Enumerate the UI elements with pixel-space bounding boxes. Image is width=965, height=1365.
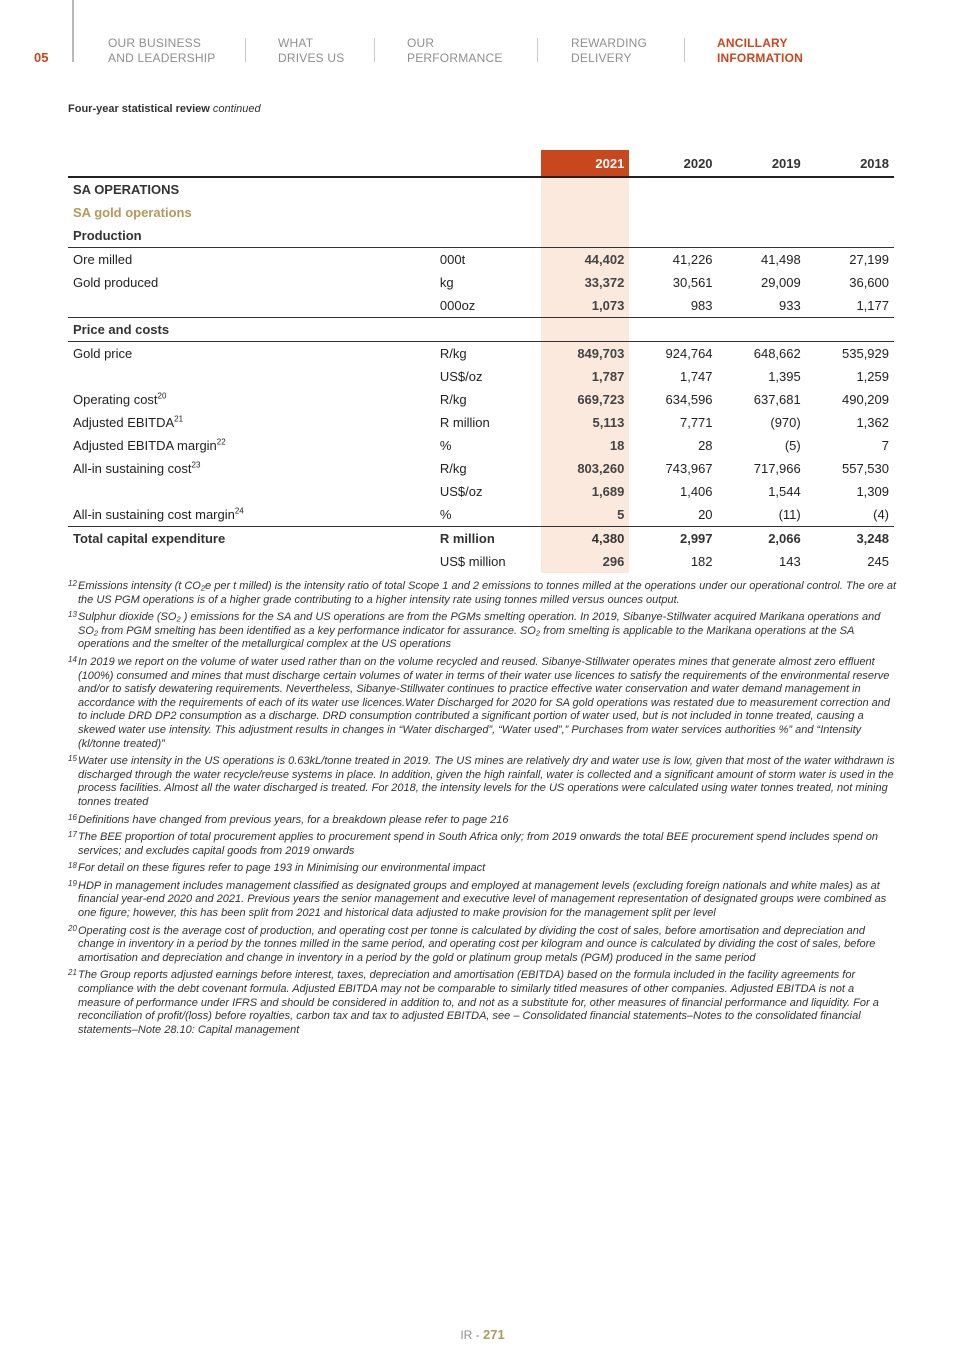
value-2018: (4) <box>806 503 894 527</box>
row-unit: US$ million <box>439 554 506 569</box>
value-2020: 743,967 <box>665 461 713 476</box>
footnote-reference: 21 <box>174 414 184 424</box>
value-2018: 1,259 <box>856 369 889 384</box>
footnotes <box>68 580 896 1041</box>
value-2018: 1,177 <box>806 294 894 318</box>
section-title <box>68 103 261 115</box>
row-label <box>68 388 435 411</box>
nav-separator <box>374 38 375 62</box>
row-label <box>68 294 435 318</box>
table-row <box>68 224 894 248</box>
footer-prefix: IR - <box>460 1328 483 1342</box>
value-2021: 33,372 <box>541 271 629 294</box>
nav-label-line1: ANCILLARY <box>717 36 788 50</box>
page-footer <box>0 1327 965 1342</box>
row-label-text: Adjusted EBITDA margin <box>73 438 217 453</box>
row-label-text: Production <box>73 228 142 243</box>
table-row <box>68 527 894 551</box>
table-row <box>68 434 894 457</box>
value-2021: 803,260 <box>541 457 629 480</box>
value-2018 <box>806 224 894 248</box>
nav-label-line1: OUR <box>407 36 435 50</box>
nav-label-line2: PERFORMANCE <box>407 51 503 65</box>
row-unit: US$/oz <box>439 369 483 384</box>
header-unit-cell <box>435 150 541 177</box>
nav-ancillary-information[interactable] <box>717 36 803 66</box>
row-label <box>68 177 435 201</box>
header-label-cell <box>68 150 435 177</box>
nav-rewarding-delivery[interactable] <box>571 36 647 66</box>
section-title-main: Four-year statistical review <box>68 103 210 115</box>
nav-label-line2: DELIVERY <box>571 51 632 65</box>
value-2019: (5) <box>784 438 801 453</box>
value-2018: 535,929 <box>842 346 889 361</box>
footnote-text: For detail on these figures refer to page 193 in Minimising our environmental impact <box>78 862 486 875</box>
row-unit: R million <box>439 531 495 546</box>
nav-our-business[interactable] <box>108 36 216 66</box>
footnote-text: Sulphur dioxide (SO₂ ) emissions for the SA and US operations are from the PGMs smelting operation. In 2019, Sibanye-Stillwater acquired Marikana operations and SO₂ from PGM smelting has been identified as a key performance indicator for assurance. SO₂ from smelting is applicable to the Marikana operations at the SA operations and the smelter of the metallurgical complex at the US operations <box>78 611 881 651</box>
value-2021 <box>541 224 629 248</box>
value-2019: 933 <box>718 294 806 318</box>
value-2020 <box>629 318 717 342</box>
table-row <box>68 388 894 411</box>
nav-divider-line <box>72 0 74 62</box>
row-label-text: All-in sustaining cost <box>73 461 192 476</box>
row-label-text: Total capital expenditure <box>73 531 226 546</box>
value-2019: 717,966 <box>753 461 801 476</box>
value-2021: 1,073 <box>541 294 629 318</box>
section-title-suffix: continued <box>212 103 261 115</box>
footer-page-number: 271 <box>482 1327 505 1342</box>
table-row <box>68 550 894 573</box>
row-unit: R million <box>439 415 490 430</box>
value-2020: 28 <box>698 438 713 453</box>
row-unit: R/kg <box>439 392 467 407</box>
nav-label-line1: OUR BUSINESS <box>108 36 202 50</box>
value-2018: 3,248 <box>856 531 889 546</box>
footnote-item <box>68 755 896 809</box>
value-2018 <box>806 177 894 201</box>
row-unit: US$/oz <box>439 484 483 499</box>
table-row <box>68 201 894 224</box>
value-2018: 1,309 <box>856 484 889 499</box>
row-unit: 000t <box>439 252 466 267</box>
footnote-item <box>68 831 896 858</box>
value-2019: 1,395 <box>768 369 801 384</box>
value-2020 <box>629 224 717 248</box>
row-unit: kg <box>439 275 454 290</box>
value-2018 <box>806 318 894 342</box>
table-row <box>68 342 894 366</box>
value-2018: 27,199 <box>849 252 889 267</box>
value-2019: 29,009 <box>760 275 801 290</box>
row-label-text: Ore milled <box>73 252 133 267</box>
value-2019: (970) <box>770 415 801 430</box>
row-unit <box>435 201 541 224</box>
value-2020 <box>629 177 717 201</box>
footnote-number: 18 <box>68 861 77 871</box>
value-2019: 1,544 <box>768 484 801 499</box>
nav-what-drives-us[interactable] <box>278 36 344 66</box>
row-unit: % <box>439 438 452 453</box>
row-label <box>68 550 435 573</box>
footnote-item <box>68 814 896 828</box>
row-label <box>68 342 435 366</box>
statistics-table <box>68 150 894 573</box>
footnote-text: Operating cost is the average cost of production, and operating cost per tonne is calculated by dividing the cost of sales, before amortisation and depreciation and change in inventory in a period by the tonnes milled in the same period, and operating cost per kilogram and ounce is calculated by dividing the cost of sales, before amortisation and depreciation and change in inventory in a period by the gold or platinum group metals (PGM) produced in the same period <box>78 924 876 964</box>
value-2018: 245 <box>867 554 889 569</box>
table-row <box>68 457 894 480</box>
table-row <box>68 177 894 201</box>
footnote-text: HDP in management includes management classified as designated groups and employed at management levels (excluding foreign nationals and white males) as at financial year-end 2020 and 2021. Previous years the senior management and executive level of management representation of designated groups were combined as one figure; however, this has been split from 2021 and historical data adjusted to make provision for the management split per level <box>78 879 887 920</box>
value-2018 <box>806 201 894 224</box>
footnote-text: The BEE proportion of total procurement applies to procurement spend in South Africa only; from 2019 onwards the total BEE procurement spend includes spend on services; and excludes capital goods from 2019 onwards <box>78 831 878 857</box>
value-2021: 669,723 <box>541 388 629 411</box>
value-2019 <box>718 201 806 224</box>
value-2021: 18 <box>541 434 629 457</box>
value-2019 <box>718 318 806 342</box>
value-2019 <box>718 224 806 248</box>
footnote-number: 12 <box>68 579 77 588</box>
row-label-text: Gold price <box>73 346 133 361</box>
footnote-number: 14 <box>68 654 77 664</box>
row-label-text: Price and costs <box>73 322 170 337</box>
value-2021: 849,703 <box>541 342 629 366</box>
value-2019: 143 <box>779 554 801 569</box>
table-row <box>68 365 894 388</box>
row-unit: % <box>435 503 541 527</box>
value-2021: 4,380 <box>541 527 629 551</box>
table-row <box>68 271 894 294</box>
nav-separator <box>245 38 246 62</box>
footnote-number: 16 <box>68 812 77 822</box>
value-2019: 637,681 <box>753 392 801 407</box>
row-label <box>68 480 435 503</box>
row-label-text: Operating cost <box>73 392 158 407</box>
nav-our-performance[interactable] <box>407 36 503 66</box>
value-2020: 1,747 <box>679 369 713 384</box>
row-unit: R/kg <box>439 461 467 476</box>
footnote-number: 20 <box>68 923 77 933</box>
footnote-text: Water use intensity in the US operations is 0.63kL/tonne treated in 2019. The US mines are relatively dry and water use is low, given that most of the water withdrawn is discharged through the water recycle/reuse systems in place. In addition, given the high rainfall, water is collected and a significant amount of storm water is used in the process facilities. Almost all the water discharged is treated. For 2018, the intensity levels for the US operations were calculated using water tonnes treated, not mining tonnes treated <box>78 755 895 808</box>
footnote-text: Emissions intensity (t CO₂e per t milled) is the intensity ratio of total Scope 1 and 2 emissions to tonnes milled at the operations under our operational control. The ore at the US PGM operations is of a higher grade contributing to a higher intensity rate using tonnes milled versus ounces output. <box>78 580 897 606</box>
row-unit: 000oz <box>435 294 541 318</box>
value-2020: 182 <box>690 554 713 569</box>
year-header-2020: 2020 <box>629 150 717 177</box>
footnote-item <box>68 862 896 876</box>
nav-label-line2: INFORMATION <box>717 51 803 65</box>
value-2018: 490,209 <box>842 392 889 407</box>
nav-separator <box>537 38 538 62</box>
value-2021: 5 <box>541 503 629 527</box>
value-2018: 7 <box>881 438 889 453</box>
value-2021: 296 <box>541 550 629 573</box>
value-2018: 1,362 <box>856 415 889 430</box>
nav-label-line1: REWARDING <box>571 36 648 50</box>
footnote-reference: 22 <box>216 437 226 447</box>
row-label-text: Gold produced <box>73 275 159 290</box>
value-2020: 20 <box>629 503 717 527</box>
footnote-reference: 20 <box>157 391 167 401</box>
value-2019: 41,498 <box>760 252 801 267</box>
value-2020: 41,226 <box>672 252 713 267</box>
footnote-text: In 2019 we report on the volume of water used rather than on the volume recycled and reused. Sibanye-Stillwater operates mines that generate almost zero effluent (100%) consumed and mines that must discharge certain volumes of water in terms of their water use licences to satisfy the requirements of the environmental reserve and/or to satisfy dewatering requirements. Nevertheless, Sibanye-Stillwater continues to practice effective water conservation and water demand management in accordance with the requirements of each of its water use licences.Water Discharged for 2020 for SA gold operations was restated due to measurement correction and to include DRD DP2 consumption as a discharge. DRD consumption contributed a significant portion of water used, but is not included in tonne treated, causing a skewed water use intensity. This adjustment results in changes in “Water discharged”, “Water used”,” Purchases from water services authorities %” and “Intensity (kl/tonne treated)” <box>78 655 890 750</box>
value-2021 <box>541 201 629 224</box>
year-header-2019: 2019 <box>718 150 806 177</box>
value-2020: 7,771 <box>679 415 713 430</box>
footnote-item <box>68 880 896 921</box>
value-2019: (11) <box>718 503 806 527</box>
table-row <box>68 248 894 272</box>
row-label <box>68 503 435 527</box>
value-2019 <box>718 177 806 201</box>
table-row <box>68 318 894 342</box>
nav-separator <box>684 38 685 62</box>
row-label-text: SA OPERATIONS <box>73 182 180 197</box>
table-header-row <box>68 150 894 177</box>
row-label <box>68 271 435 294</box>
value-2021 <box>541 318 629 342</box>
section-number: 05 <box>34 50 49 65</box>
value-2018: 557,530 <box>842 461 889 476</box>
value-2020: 30,561 <box>672 275 713 290</box>
row-label <box>68 434 435 457</box>
table-row <box>68 503 894 527</box>
value-2020 <box>629 201 717 224</box>
value-2020: 2,997 <box>679 531 713 546</box>
value-2021: 44,402 <box>541 248 629 272</box>
footnote-number: 21 <box>68 968 77 978</box>
table-row <box>68 480 894 503</box>
row-label-text: SA gold operations <box>73 205 192 220</box>
row-label <box>68 457 435 480</box>
year-header-2021: 2021 <box>541 150 629 177</box>
footnote-number: 13 <box>68 610 77 620</box>
value-2020: 983 <box>629 294 717 318</box>
row-unit <box>435 224 541 248</box>
row-unit <box>435 318 541 342</box>
row-label-text: Adjusted EBITDA <box>73 415 175 430</box>
footnote-number: 19 <box>68 878 77 888</box>
value-2021 <box>541 177 629 201</box>
nav-label-line2: AND LEADERSHIP <box>108 51 216 65</box>
footnote-item <box>68 925 896 966</box>
row-label <box>68 224 435 248</box>
value-2021: 1,689 <box>541 480 629 503</box>
row-label <box>68 365 435 388</box>
row-label <box>68 248 435 272</box>
nav-label-line2: DRIVES US <box>278 51 345 65</box>
table-row <box>68 294 894 318</box>
row-label <box>68 201 435 224</box>
footnote-reference: 24 <box>234 506 244 516</box>
top-navigation <box>0 0 965 80</box>
footnote-number: 15 <box>68 754 77 764</box>
footnote-item <box>68 969 896 1037</box>
row-label <box>68 527 435 551</box>
row-unit <box>435 177 541 201</box>
value-2020: 634,596 <box>665 392 713 407</box>
value-2020: 924,764 <box>665 346 713 361</box>
row-unit: R/kg <box>439 346 467 361</box>
value-2021: 5,113 <box>541 411 629 434</box>
value-2018: 36,600 <box>849 275 889 290</box>
footnote-reference: 23 <box>191 460 201 470</box>
footnote-text: The Group reports adjusted earnings before interest, taxes, depreciation and amortisation (EBITDA) based on the formula included in the facility agreements for compliance with the debt covenant formula. Adjusted EBITDA may not be comparable to similarly titled measures of other companies. Adjusted EBITDA is not a measure of performance under IFRS and should be considered in addition to, and not as a substitute for, other measures of financial performance and liquidity. For a reconciliation of profit/(loss) before royalties, carbon tax and tax to adjusted EBITDA, see – Consolidated financial statements–Notes to the consolidated financial statements–Note 28.10: Capital management <box>78 969 879 1036</box>
table-row <box>68 411 894 434</box>
value-2019: 2,066 <box>768 531 801 546</box>
footnote-number: 17 <box>68 830 77 840</box>
row-label-text: All-in sustaining cost margin <box>73 507 235 522</box>
row-label <box>68 318 435 342</box>
row-label <box>68 411 435 434</box>
year-header-2018: 2018 <box>806 150 894 177</box>
footnote-item <box>68 611 896 652</box>
footnote-item <box>68 656 896 751</box>
value-2021: 1,787 <box>541 365 629 388</box>
value-2019: 648,662 <box>753 346 801 361</box>
footnote-text: Definitions have changed from previous years, for a breakdown please refer to page 216 <box>78 813 509 826</box>
nav-label-line1: WHAT <box>278 36 314 50</box>
value-2020: 1,406 <box>679 484 713 499</box>
footnote-item <box>68 580 896 607</box>
